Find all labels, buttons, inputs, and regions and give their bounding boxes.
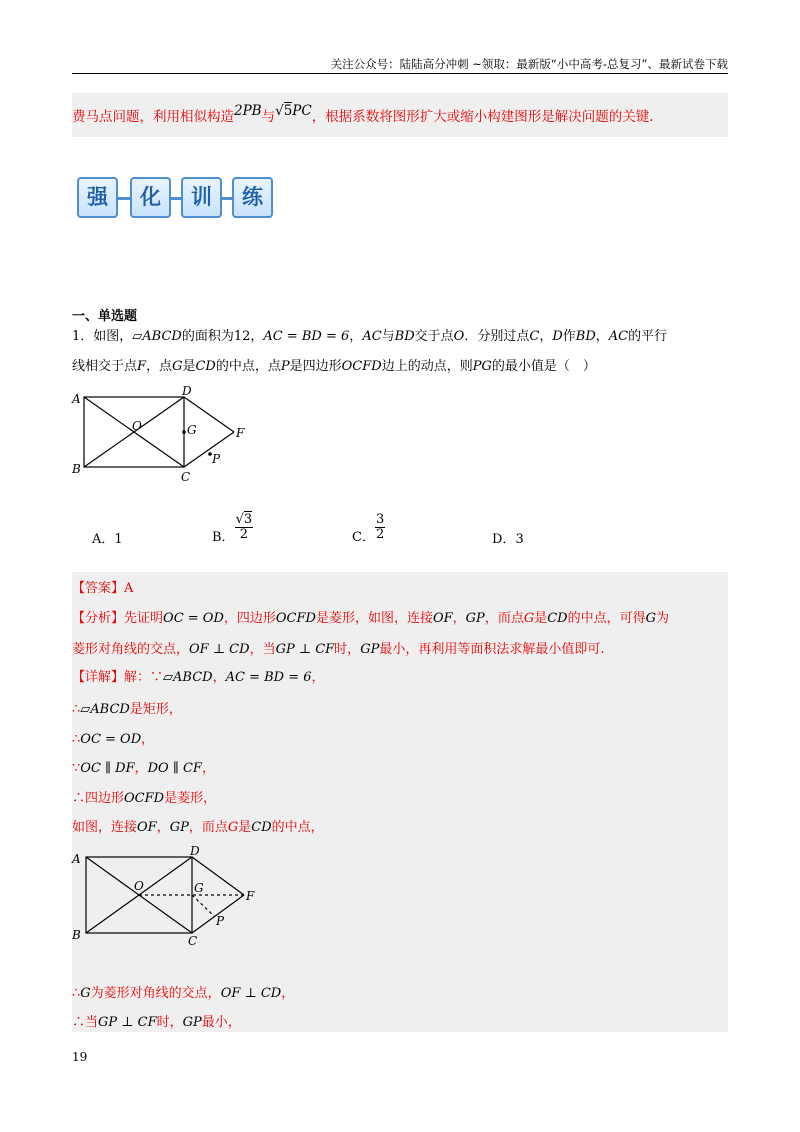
d4-text: ，: [201, 761, 215, 776]
detail-line-3: [72, 731, 154, 749]
d6-math: G: [227, 820, 239, 835]
q1-math: AC = BD = 6: [263, 329, 350, 344]
d6-text: 是: [238, 820, 252, 835]
option-fraction: $\frac{√3}{2}$: [235, 512, 253, 542]
detail-tag: 【详解】: [72, 670, 125, 685]
q2-text: 的中点，点: [215, 359, 281, 374]
d8-text: 时，: [156, 1015, 183, 1030]
option-label: A．: [92, 532, 115, 547]
q2-text: 边上的动点，则: [381, 359, 473, 374]
q1-math: ▱ABCD: [132, 329, 182, 344]
detail-line-1: [72, 669, 325, 687]
d3-text: ，: [141, 732, 155, 747]
answer-line: [72, 580, 133, 598]
d6-math: OF: [137, 820, 157, 835]
d4-text: ，: [134, 761, 148, 776]
intro-term2: √5PC: [275, 103, 312, 119]
q1-math: D: [552, 329, 563, 344]
fraction-numerator: 3: [375, 512, 385, 527]
a1-math: G: [523, 611, 535, 626]
label-o: O: [132, 419, 142, 433]
intro-term1: 2PB: [234, 103, 262, 119]
label-f: F: [246, 889, 255, 903]
a1-math: CD: [547, 611, 568, 626]
d6-text: ，而点: [188, 820, 228, 835]
q2-math: P: [280, 359, 290, 374]
d2-text: 是矩形，: [129, 702, 182, 717]
a1-text: ，而点: [484, 611, 524, 626]
intro-term2-rest: PC: [292, 103, 312, 119]
d1-math: ▱ABCD: [163, 670, 213, 685]
intro-text: [72, 103, 654, 126]
question-line-1: [72, 328, 667, 346]
q1-math: AC: [362, 329, 382, 344]
a1-math: OC = OD: [163, 611, 224, 626]
d1-text: ，: [311, 670, 325, 685]
analysis-line-2: [72, 641, 604, 659]
point-g: [182, 430, 186, 434]
q2-text: 是四边形: [289, 359, 342, 374]
a1-math: OCFD: [275, 611, 316, 626]
option-d[interactable]: [492, 528, 524, 547]
a2-math: GP: [360, 642, 380, 657]
label-c: C: [181, 470, 191, 484]
a2-math: OF ⊥ CD: [189, 642, 250, 657]
option-value: 3: [515, 532, 524, 547]
option-label: D．: [492, 532, 516, 547]
q1-math: BD: [575, 329, 596, 344]
a1-math: OF: [432, 611, 453, 626]
detail-line-6: [72, 819, 324, 837]
q1-text: ，: [539, 329, 553, 344]
d4-math: OC ∥ DF: [80, 761, 135, 776]
d5-math: OCFD: [124, 791, 165, 806]
header-rule: [72, 73, 728, 74]
d5-text: ∴四边形: [72, 791, 125, 806]
d1-text: 解：∵: [124, 670, 164, 685]
d6-math: CD: [251, 820, 272, 835]
a2-text: 菱形对角线的交点，: [72, 642, 190, 657]
label-a: A: [72, 852, 81, 866]
a1-text: 的中点，可得: [567, 611, 646, 626]
label-d: D: [182, 385, 192, 398]
d5-text: 是菱形，: [164, 791, 217, 806]
q2-text: ，点: [146, 359, 173, 374]
q2-text: 是: [182, 359, 196, 374]
q2-text: 线相交于点: [72, 359, 138, 374]
a1-text: 先证明: [124, 611, 164, 626]
answer-value: A: [124, 581, 134, 596]
d7-math: OF ⊥ CD: [220, 986, 282, 1001]
section-title: 一、单选题: [72, 309, 138, 324]
a1-text: 是菱形，如图，连接: [315, 611, 433, 626]
fraction-denominator: 2: [239, 527, 248, 542]
option-label: B．: [212, 530, 235, 545]
d1-text: ，: [212, 670, 226, 685]
segment-gp-dashed: [192, 895, 214, 916]
label-a: A: [72, 392, 81, 406]
option-b[interactable]: [212, 510, 253, 545]
detail-line-4: [72, 760, 215, 778]
detail-line-7: [72, 985, 294, 1003]
detail-line-8: [72, 1014, 241, 1032]
label-f: F: [236, 426, 245, 440]
intro-term2-root: 5: [283, 103, 293, 119]
d1-math: AC = BD = 6: [225, 670, 312, 685]
q2-math: CD: [195, 359, 216, 374]
a1-text: ，: [452, 611, 466, 626]
d3-math: OC = OD: [80, 732, 142, 747]
q1-math: BD: [394, 329, 415, 344]
label-p: P: [212, 452, 221, 466]
training-tile: 训: [181, 177, 222, 218]
question-line-2: [72, 358, 596, 376]
d4-text: ∵: [72, 761, 81, 776]
d6-text: 的中点，: [271, 820, 324, 835]
a1-math: GP: [465, 611, 485, 626]
question-figure: [64, 385, 254, 485]
q1-math: AC: [608, 329, 629, 344]
q1-text: 与: [381, 329, 395, 344]
solution-figure: [64, 843, 264, 948]
option-a[interactable]: [92, 528, 123, 547]
q1-text: 作: [562, 329, 576, 344]
label-b: B: [72, 462, 81, 476]
label-d: D: [190, 844, 200, 858]
d8-text: 最小，: [201, 1015, 241, 1030]
q1-text: ，: [349, 329, 363, 344]
a1-math: G: [645, 611, 657, 626]
page-number: 19: [72, 1050, 88, 1064]
a2-math: GP ⊥ CF: [275, 642, 335, 657]
q1-math: C: [529, 329, 540, 344]
d7-math: G: [80, 986, 91, 1001]
option-value: 1: [114, 532, 123, 547]
q2-math: F: [137, 359, 147, 374]
d6-math: GP: [169, 820, 189, 835]
fraction-denominator: 2: [375, 527, 385, 542]
intro-part1: 费马点问题，利用相似构造: [72, 109, 234, 125]
q2-math: OCFD: [341, 359, 382, 374]
fraction-numerator: 3: [243, 512, 253, 527]
q1-math: O: [453, 329, 465, 344]
q2-math: PG: [472, 359, 492, 374]
q1-text: 交于点: [414, 329, 454, 344]
a2-text: 最小，再利用等面积法求解最小值即可.: [379, 642, 605, 657]
d8-math: GP: [182, 1015, 202, 1030]
analysis-line-1: [72, 610, 669, 628]
q1-text: ．分别过点: [464, 329, 530, 344]
page-header: 关注公众号：陆陆高分冲刺 ~领取：最新版“小中高考-总复习”、最新试卷下载: [330, 57, 728, 71]
q2-text: 的最小值是（ ）: [491, 359, 596, 374]
q1-text: 1．如图，: [72, 329, 133, 344]
option-c[interactable]: [352, 510, 385, 545]
d8-text: ∴当: [72, 1015, 99, 1030]
a1-text: 是: [534, 611, 548, 626]
option-fraction: [375, 513, 385, 542]
segment-cf: [184, 432, 234, 467]
label-p: P: [216, 914, 225, 928]
label-c: C: [188, 934, 198, 948]
q1-text: 的平行: [628, 329, 668, 344]
a2-text: 时，: [334, 642, 361, 657]
detail-line-2: [72, 701, 182, 719]
answer-tag: 【答案】: [72, 581, 125, 596]
training-tile: 练: [232, 177, 273, 218]
training-tile: 化: [130, 177, 171, 218]
label-b: B: [72, 928, 81, 942]
d7-text: 为菱形对角线的交点，: [90, 986, 221, 1001]
d6-text: 如图，连接: [72, 820, 138, 835]
q1-text: 的面积为12，: [181, 329, 264, 344]
option-label: C．: [352, 530, 375, 545]
detail-line-5: [72, 790, 216, 808]
a1-text: 为: [656, 611, 670, 626]
d7-text: ∴: [72, 986, 81, 1001]
label-g: G: [187, 423, 197, 437]
a1-text: ，四边形: [223, 611, 276, 626]
d3-text: ∴: [72, 732, 81, 747]
d7-text: ，: [281, 986, 295, 1001]
d4-math: DO ∥ CF: [147, 761, 202, 776]
label-o: O: [134, 879, 144, 893]
d8-math: GP ⊥ CF: [98, 1015, 157, 1030]
analysis-tag: 【分析】: [72, 611, 125, 626]
label-g: G: [194, 881, 204, 895]
d6-text: ，: [156, 820, 170, 835]
intro-part2: 与: [261, 109, 276, 125]
q2-math: G: [172, 359, 183, 374]
training-tile: 强: [77, 177, 118, 218]
d2-text: ∴: [72, 702, 81, 717]
q1-text: ，: [595, 329, 609, 344]
d2-math: ▱ABCD: [80, 702, 130, 717]
intro-part3: ，根据系数将图形扩大或缩小构建图形是解决问题的关键.: [311, 109, 654, 125]
a2-text: ，当: [249, 642, 276, 657]
